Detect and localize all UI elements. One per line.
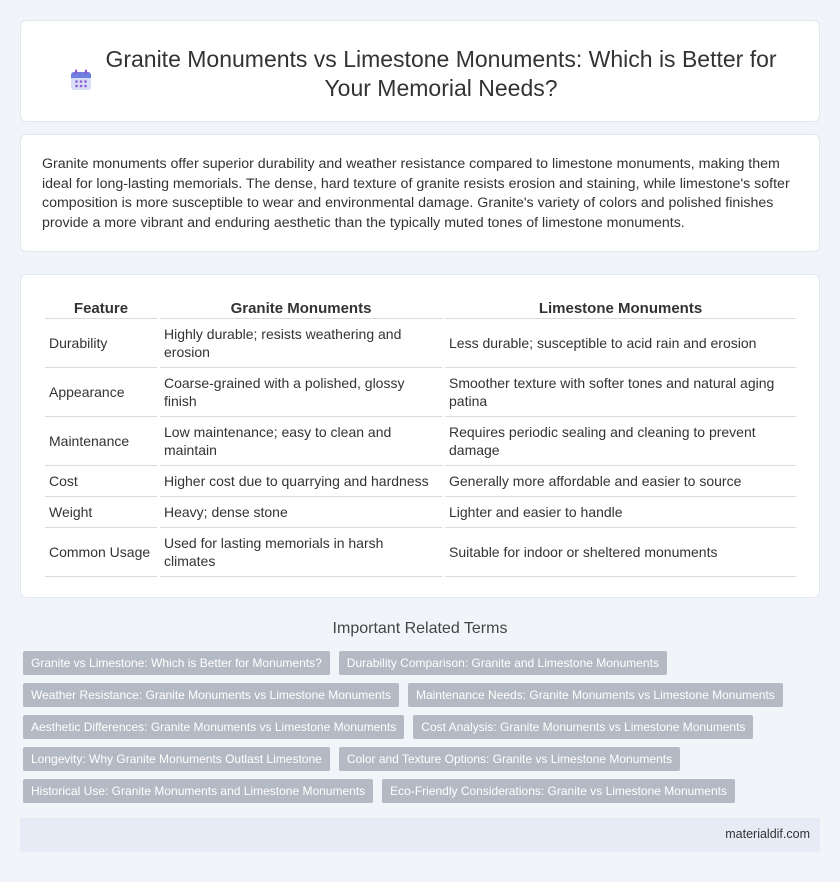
comparison-table-card	[20, 274, 820, 598]
title-card	[20, 20, 820, 122]
limestone-cell: Smoother texture with softer tones and natural aging patina	[445, 368, 796, 417]
granite-cell: Heavy; dense stone	[160, 497, 442, 528]
feature-cell: Cost	[45, 466, 157, 497]
table-row	[45, 368, 796, 417]
table-row	[45, 319, 796, 368]
page-title: Granite Monuments vs Limestone Monuments: Which is Better for Your Memorial Needs?	[105, 46, 777, 101]
calendar-icon	[69, 68, 93, 92]
related-tag[interactable]: Longevity: Why Granite Monuments Outlast Limestone	[23, 747, 330, 771]
footer	[20, 818, 820, 852]
feature-cell: Maintenance	[45, 417, 157, 466]
related-terms-tags	[23, 651, 803, 811]
limestone-cell: Less durable; susceptible to acid rain and erosion	[445, 319, 796, 368]
table-row	[45, 466, 796, 497]
related-tag[interactable]: Weather Resistance: Granite Monuments vs Limestone Monuments	[23, 683, 399, 707]
related-tag[interactable]: Maintenance Needs: Granite Monuments vs Limestone Monuments	[408, 683, 783, 707]
related-terms-title: Important Related Terms	[332, 620, 508, 637]
header-limestone: Limestone Monuments	[445, 299, 796, 319]
granite-cell: Higher cost due to quarrying and hardness	[160, 466, 442, 497]
comparison-table	[42, 299, 799, 577]
related-tag[interactable]: Historical Use: Granite Monuments and Limestone Monuments	[23, 779, 373, 803]
related-tag[interactable]: Granite vs Limestone: Which is Better for Monuments?	[23, 651, 330, 675]
limestone-cell: Suitable for indoor or sheltered monuments	[445, 528, 796, 577]
limestone-cell: Generally more affordable and easier to source	[445, 466, 796, 497]
feature-cell: Weight	[45, 497, 157, 528]
table-row	[45, 497, 796, 528]
related-tag[interactable]: Color and Texture Options: Granite vs Limestone Monuments	[339, 747, 680, 771]
summary-card	[20, 134, 820, 252]
related-tag[interactable]: Durability Comparison: Granite and Limestone Monuments	[339, 651, 667, 675]
feature-cell: Common Usage	[45, 528, 157, 577]
table-row	[45, 528, 796, 577]
limestone-cell: Lighter and easier to handle	[445, 497, 796, 528]
granite-cell: Used for lasting memorials in harsh climates	[160, 528, 442, 577]
granite-cell: Highly durable; resists weathering and erosion	[160, 319, 442, 368]
feature-cell: Appearance	[45, 368, 157, 417]
footer-site-link[interactable]: materialdif.com	[725, 827, 810, 841]
table-header-row	[45, 299, 796, 319]
limestone-cell: Requires periodic sealing and cleaning to prevent damage	[445, 417, 796, 466]
granite-cell: Coarse-grained with a polished, glossy finish	[160, 368, 442, 417]
feature-cell: Durability	[45, 319, 157, 368]
table-row	[45, 417, 796, 466]
header-feature: Feature	[45, 299, 157, 319]
header-granite: Granite Monuments	[160, 299, 442, 319]
granite-cell: Low maintenance; easy to clean and maintain	[160, 417, 442, 466]
related-tag[interactable]: Cost Analysis: Granite Monuments vs Limestone Monuments	[413, 715, 753, 739]
related-tag[interactable]: Eco-Friendly Considerations: Granite vs Limestone Monuments	[382, 779, 735, 803]
summary-text: Granite monuments offer superior durability and weather resistance compared to limestone monuments, making them ideal for long-lasting memorials. The dense, hard texture of granite resists erosion and staining, while limestone's softer composition is more susceptible to wear and environmental damage. Granite's variety of colors and polished finishes provide a more vibrant and enduring aesthetic than the typically muted tones of limestone monuments.	[42, 156, 790, 231]
related-tag[interactable]: Aesthetic Differences: Granite Monuments vs Limestone Monuments	[23, 715, 404, 739]
